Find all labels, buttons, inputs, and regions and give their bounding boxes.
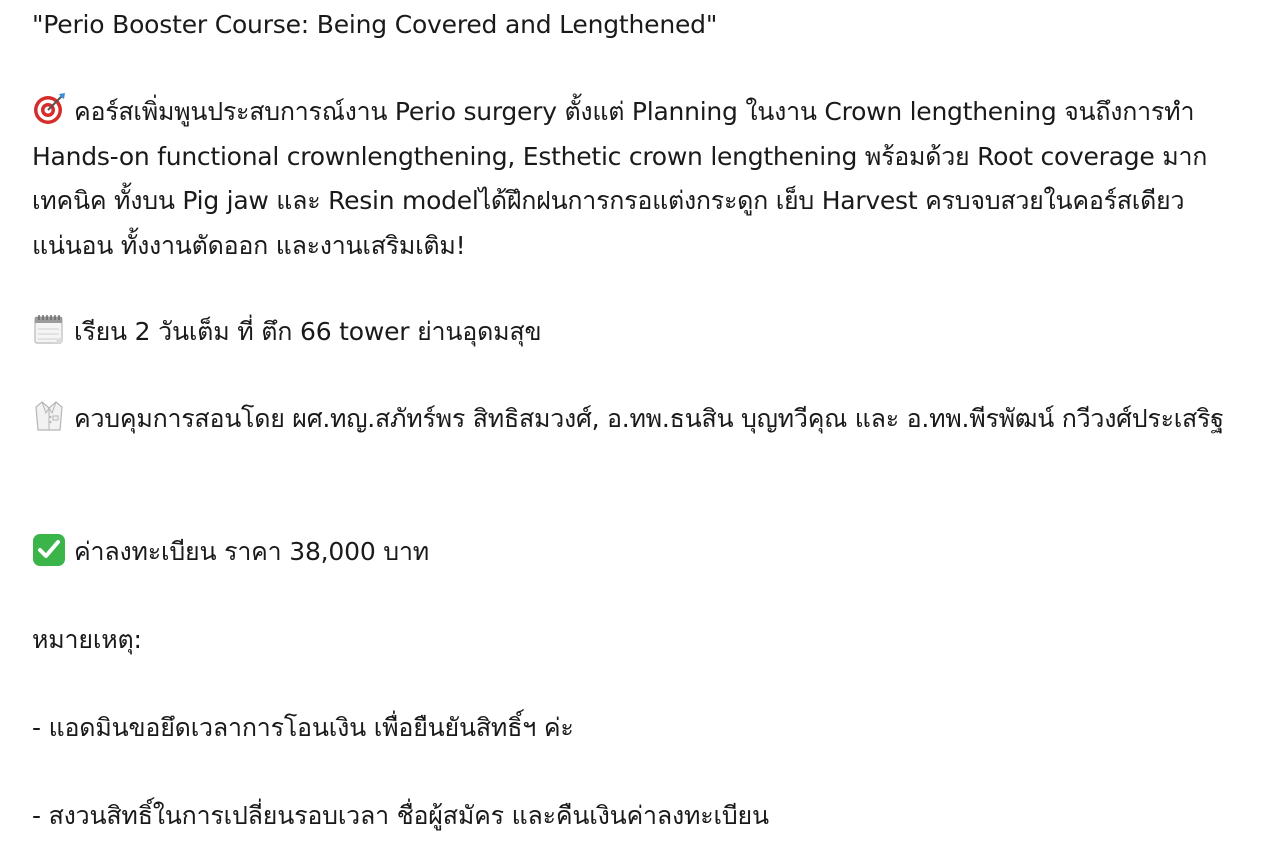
notes-heading: หมายเหตุ:: [32, 625, 142, 654]
fee-text: ค่าลงทะเบียน ราคา 38,000 บาท: [74, 537, 430, 566]
calendar-icon: [32, 312, 66, 346]
target-icon: [32, 92, 66, 126]
note-item: - แอดมินขอยึดเวลาการโอนเงิน เพื่อยืนยันสิทธิ์ฯ ค่ะ: [32, 713, 574, 742]
note-item: - สงวนสิทธิ์ในการเปลี่ยนรอบเวลา ชื่อผู้สมัคร และคืนเงินค่าลงทะเบียน: [32, 801, 769, 830]
instructors-paragraph: [32, 397, 1252, 442]
course-title: "Perio Booster Course: Being Covered and Lengthened": [32, 10, 718, 39]
schedule-text: เรียน 2 วันเต็ม ที่ ตึก 66 tower ย่านอุดมสุข: [74, 317, 542, 346]
instructors-text: ควบคุมการสอนโดย ผศ.ทญ.สภัทร์พร สิทธิสมวงศ์, อ.ทพ.ธนสิน บุญทวีคุณ และ อ.ทพ.พีรพัฒน์ กวีวงศ์ประเสริฐ: [74, 404, 1224, 433]
fee-line: [32, 530, 429, 574]
check-mark-icon: [32, 532, 66, 566]
intro-paragraph: [32, 90, 1252, 268]
lab-coat-icon: [32, 399, 66, 433]
schedule-line: [32, 310, 541, 354]
intro-text: คอร์สเพิ่มพูนประสบการณ์งาน Perio surgery ตั้งแต่ Planning ในงาน Crown lengthening จนถึงการทำ Hands-on functional crownlengthening, Esthetic crown lengthening พร้อมด้วย Root coverage มากเทคนิค ทั้งบน Pig jaw และ Resin modelได้ฝึกฝนการกรอแต่งกระดูก เย็บ Harvest ครบจบสวยในคอร์สเดียวแน่นอน ทั้งงานตัดออก และงานเสริมเติม!: [32, 97, 1208, 260]
